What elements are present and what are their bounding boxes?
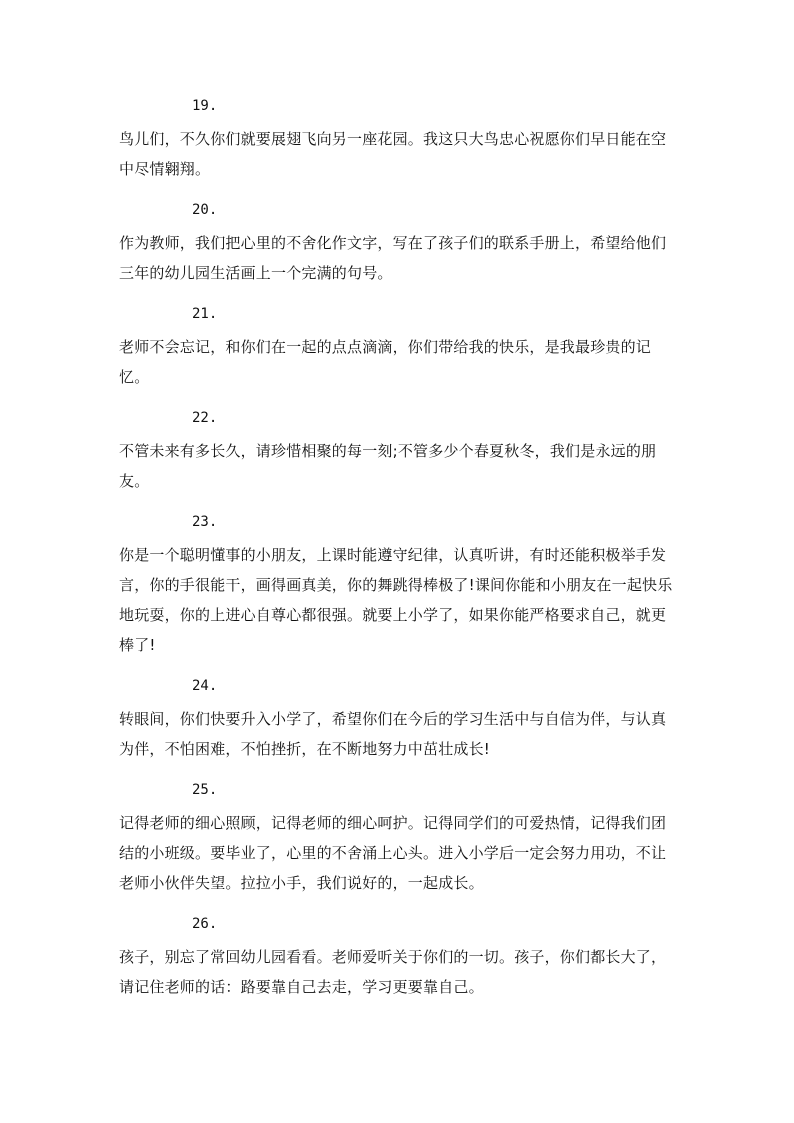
item-number: 21. <box>192 306 218 322</box>
item-number: 20. <box>192 202 218 218</box>
item-number: 23. <box>192 514 218 530</box>
item-number: 19. <box>192 98 218 114</box>
item-text: 孩子，别忘了常回幼儿园看看。老师爱听关于你们的一切。孩子，你们都长大了，请记住老师的话：路要靠自己去走，学习更要靠自己。 <box>119 948 667 996</box>
item-text: 老师不会忘记，和你们在一起的点点滴滴，你们带给我的快乐，是我最珍贵的记忆。 <box>119 338 652 386</box>
item-number: 22. <box>192 410 218 426</box>
item-text: 不管未来有多长久，请珍惜相聚的每一刻;不管多少个春夏秋冬，我们是永远的朋友。 <box>119 442 657 490</box>
list-item <box>119 676 675 764</box>
item-text: 转眼间，你们快要升入小学了，希望你们在今后的学习生活中与自信为伴，与认真为伴，不怕困难，不怕挫折，在不断地努力中茁壮成长! <box>119 710 667 758</box>
item-text: 鸟儿们，不久你们就要展翅飞向另一座花园。我这只大鸟忠心祝愿你们早日能在空中尽情翱翔。 <box>119 130 667 178</box>
item-number: 24. <box>192 678 218 694</box>
item-number: 25. <box>192 782 218 798</box>
list-item <box>119 408 675 496</box>
list-item <box>119 780 675 898</box>
list-item <box>119 304 675 392</box>
document-body <box>119 96 675 1018</box>
list-item <box>119 512 675 660</box>
list-item <box>119 96 675 184</box>
item-text: 你是一个聪明懂事的小朋友，上课时能遵守纪律，认真听讲，有时还能积极举手发言，你的手很能干，画得画真美，你的舞跳得棒极了!课间你能和小朋友在一起快乐地玩耍，你的上进心自尊心都很强。就要上小学了，如果你能严格要求自己，就更棒了! <box>119 546 673 654</box>
list-item <box>119 914 675 1002</box>
item-number: 26. <box>192 916 218 932</box>
list-item <box>119 200 675 288</box>
item-text: 作为教师，我们把心里的不舍化作文字，写在了孩子们的联系手册上，希望给他们三年的幼儿园生活画上一个完满的句号。 <box>119 234 667 282</box>
item-text: 记得老师的细心照顾，记得老师的细心呵护。记得同学们的可爱热情，记得我们团结的小班级。要毕业了，心里的不舍涌上心头。进入小学后一定会努力用功，不让老师小伙伴失望。拉拉小手，我们说好的，一起成长。 <box>119 814 667 892</box>
